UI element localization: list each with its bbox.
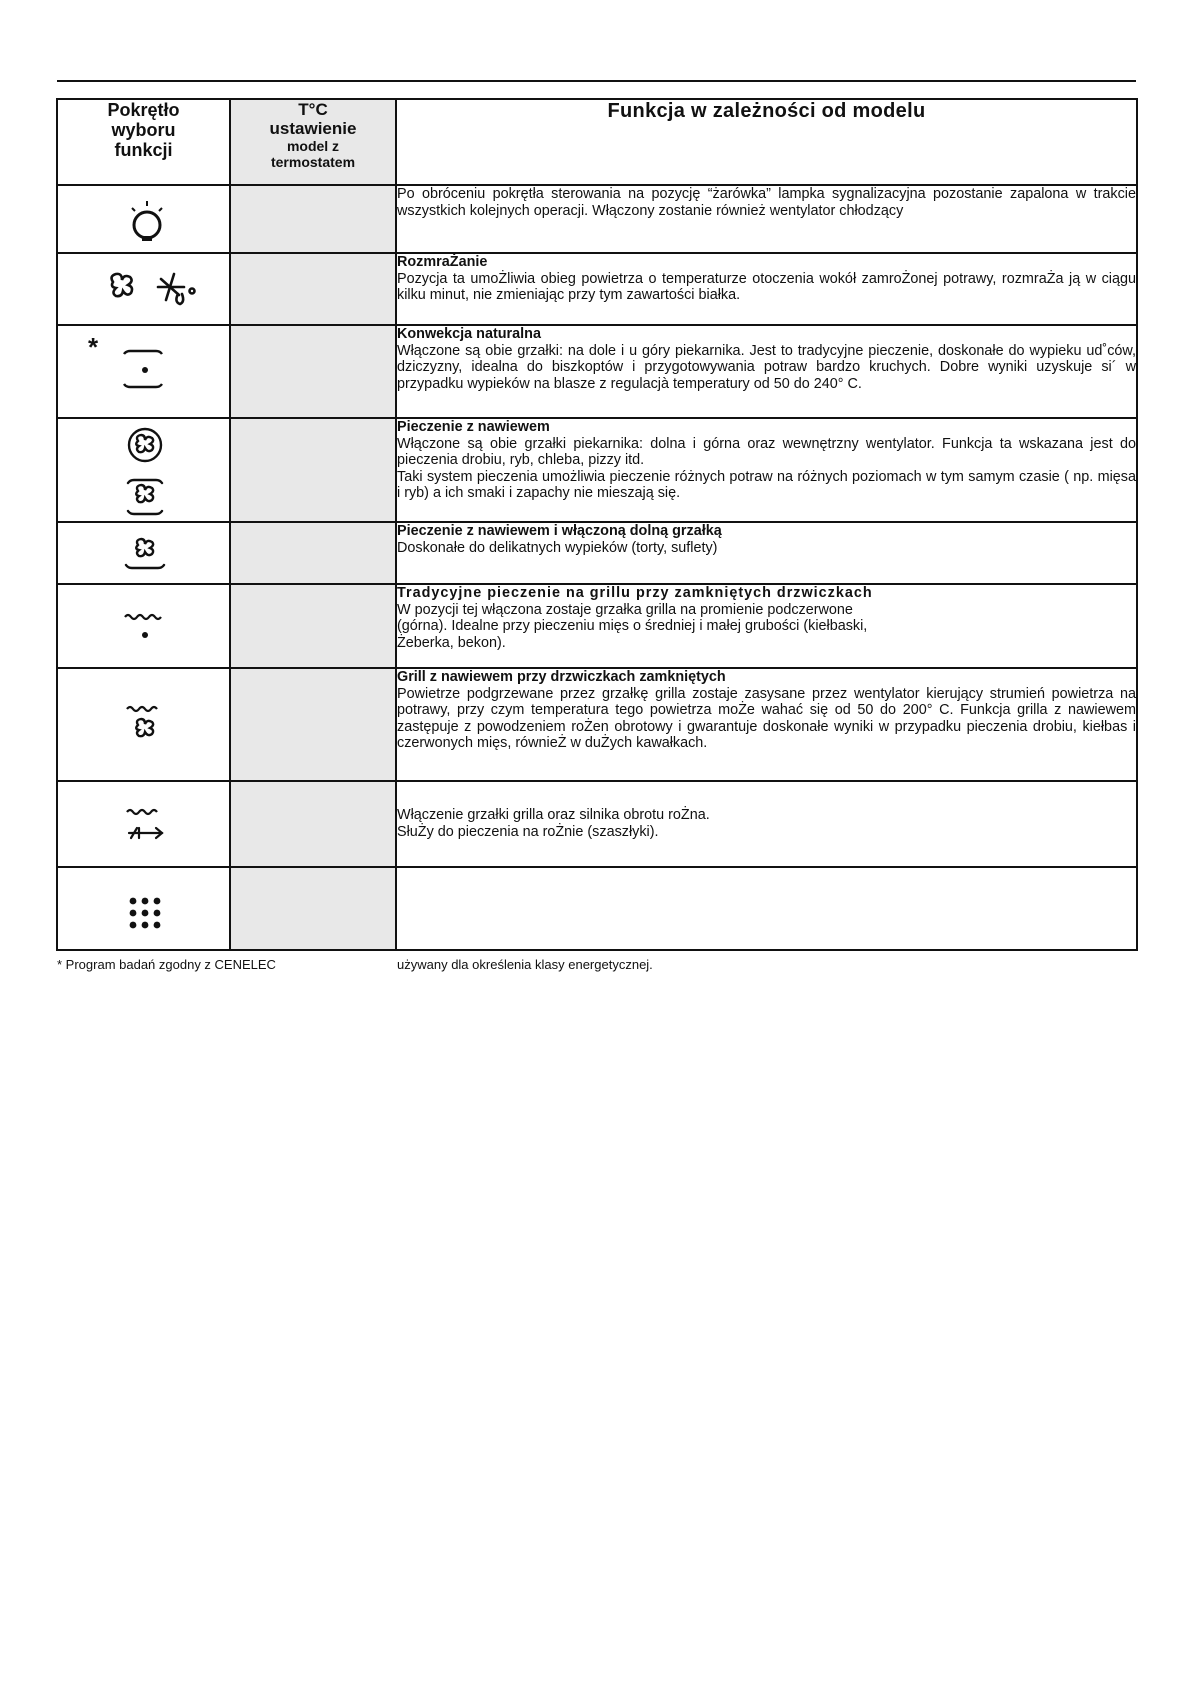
temperature-cell — [230, 668, 396, 781]
rotisserie-icon — [58, 782, 231, 868]
header-knob — [57, 99, 230, 185]
description-line: SłuŻy do pieczenia na roŻnie (szaszłyki). — [397, 823, 659, 840]
temperature-cell — [230, 253, 396, 325]
header-temp-line: termostatem — [270, 154, 356, 170]
fan-grill-icon — [58, 669, 231, 782]
description-cell — [396, 584, 1137, 668]
table-row — [57, 418, 1137, 522]
icon-cell — [57, 867, 230, 950]
table-row — [57, 325, 1137, 418]
defrost-icon — [58, 254, 231, 326]
description-title: Tradycyjne pieczenie na grillu przy zamkniętych drzwiczkach — [397, 585, 873, 601]
footnote-left: * Program badań zgodny z CENELEC — [57, 957, 276, 972]
header-temp-line: model z — [286, 138, 340, 154]
description-line: Po obróceniu pokrętła sterowania na pozycję “żarówka” lampka sygnalizacyjna pozostanie zapalona w trakcie wszystkich kolejnych operacji. Włączony zostanie również wentylator chłodzący — [397, 186, 1136, 219]
fan-bottom-heat-icon — [58, 523, 231, 585]
description-cell — [396, 418, 1137, 522]
header-knob-line: wyboru — [111, 120, 176, 140]
description-line: W pozycji tej włączona zostaje grzałka grilla na promienie podczerwone — [397, 601, 853, 618]
description-line: Pozycja ta umoŻliwia obieg powietrza o temperaturze otoczenia wokół zamroŻonej potrawy, rozmraŻa ją w ciągu kilku minut, nie zmieniając przy tym zawartości białka. — [397, 270, 1136, 304]
description-line: Włączenie grzałki grilla oraz silnika obrotu roŻna. — [397, 807, 710, 823]
header-temp-line: ustawienie — [269, 119, 357, 138]
icon-cell — [57, 584, 230, 668]
table-row — [57, 781, 1137, 867]
table-row — [57, 867, 1137, 950]
table-row — [57, 185, 1137, 253]
description-line: Doskonałe do delikatnych wypieków (torty, suflety) — [397, 539, 718, 556]
description-title: Grill z nawiewem przy drzwiczkach zamkniętych — [397, 669, 726, 685]
temperature-cell — [230, 185, 396, 253]
table-row — [57, 668, 1137, 781]
description-title: RozmraŻanie — [397, 254, 488, 270]
description-title: Pieczenie z nawiewem i włączoną dolną grzałką — [397, 523, 722, 539]
conventional-icon — [58, 326, 231, 419]
footnote-right: używany dla określenia klasy energetycznej. — [397, 957, 653, 972]
table-row — [57, 584, 1137, 668]
icon-cell — [57, 522, 230, 584]
header-knob-line: Pokrętło — [107, 100, 180, 120]
temperature-cell — [230, 584, 396, 668]
oven-function-table — [56, 98, 1138, 951]
description-line: (górna). Idealne przy pieczeniu mięs o średniej i małej grubości (kiełbaski, — [397, 618, 868, 635]
table-header — [57, 99, 1137, 185]
grill-icon — [58, 585, 231, 669]
icon-cell — [57, 185, 230, 253]
description-cell — [396, 668, 1137, 781]
description-line: Żeberka, bekon). — [397, 634, 506, 651]
icon-cell — [57, 325, 230, 418]
temperature-cell — [230, 781, 396, 867]
description-cell — [396, 522, 1137, 584]
top-rule — [57, 80, 1136, 82]
temperature-cell — [230, 325, 396, 418]
fan-assisted-icon — [58, 419, 231, 523]
header-function: Funkcja w zależności od modelu — [396, 99, 1137, 185]
description-cell — [396, 185, 1137, 253]
temperature-cell — [230, 418, 396, 522]
description-line: Włączone są obie grzałki piekarnika: dolna i górna oraz wewnętrzny wentylator. Funkcja ta wskazana jest do pieczenia drobiu, ryb, chleba, pizzy itd. — [397, 435, 1136, 469]
description-line: Włączone są obie grzałki: na dole i u góry piekarnika. Jest to tradycyjne pieczenie, doskonałe do wypieku ud˚ców, dziczyzny, idealna do biszkoptów i przygotowywania potraw bardzo kruchych. Dobre wyniki uzyskuje si´ w przypadku wypieków na blasze z regulacjà temperatury od 50 do 240° C. — [397, 342, 1136, 392]
description-cell — [396, 325, 1137, 418]
description-line: Taki system pieczenia umożliwia pieczenie różnych potraw na różnych poziomach w tym samym czasie ( np. mięsa i ryb) a ich smaki i zapachy nie mieszają się. — [397, 468, 1136, 502]
table-row — [57, 253, 1137, 325]
temperature-cell — [230, 867, 396, 950]
pizza-dots-icon — [58, 868, 231, 951]
header-temp-line: T°C — [298, 100, 328, 119]
table-row — [57, 522, 1137, 584]
lamp-icon — [58, 186, 231, 254]
footnote-marker: * — [88, 332, 99, 362]
description-title: Konwekcja naturalna — [397, 326, 541, 342]
icon-cell — [57, 668, 230, 781]
icon-cell — [57, 253, 230, 325]
temperature-cell — [230, 522, 396, 584]
description-title: Pieczenie z nawiewem — [397, 419, 550, 435]
description-line: Powietrze podgrzewane przez grzałkę grilla zostaje zasysane przez wentylator kierujący strumień powietrza na potrawy, przy czym temperatura tego powietrza moŻe wahać się od 50 do 200° C. Funkcja grilla z nawiewem zastępuje z powodzeniem roŻen obrotowy i gwarantuje doskonałe wyniki w przypadku pieczenia drobiu, kiełbas i czerwonych mięs, równieŻ w duŻych kawałkach. — [397, 685, 1136, 752]
description-cell — [396, 867, 1137, 950]
header-temperature — [230, 99, 396, 185]
description-cell — [396, 781, 1137, 867]
header-knob-line: funkcji — [114, 140, 173, 160]
description-cell — [396, 253, 1137, 325]
icon-cell — [57, 418, 230, 522]
icon-cell — [57, 781, 230, 867]
